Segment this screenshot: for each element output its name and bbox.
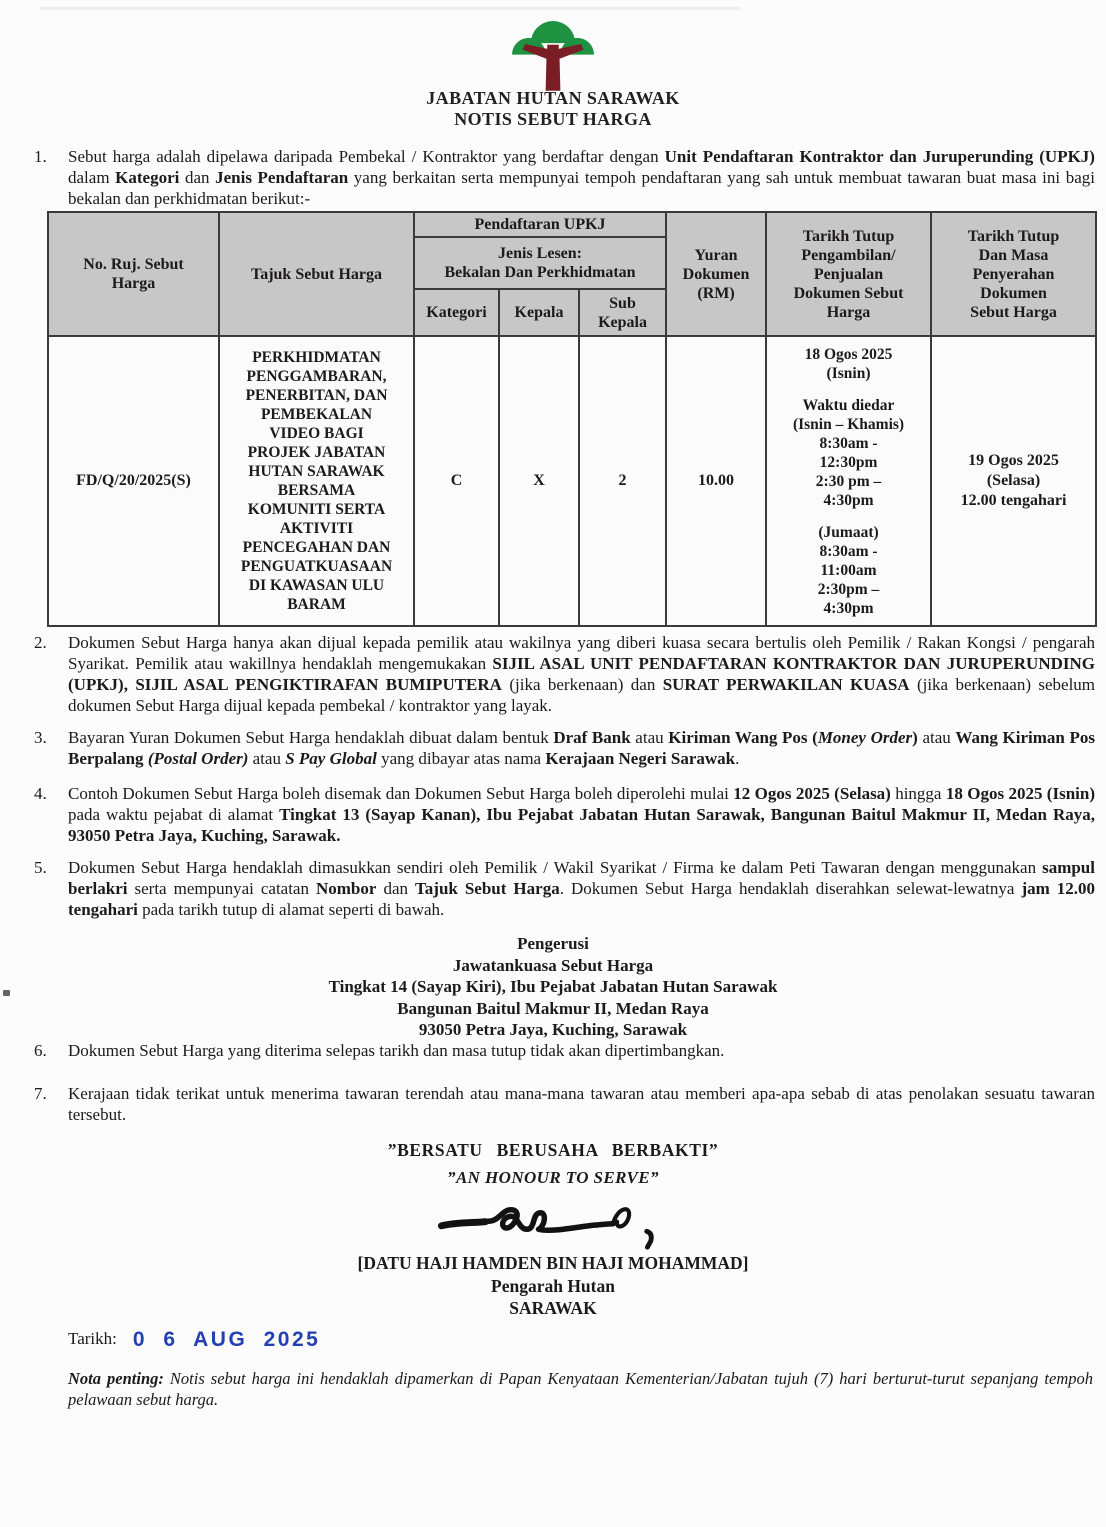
- signature-container: [0, 1190, 1106, 1257]
- document-header: [0, 88, 1106, 130]
- paragraph-number: 6.: [34, 1041, 47, 1060]
- date-row: [68, 1328, 320, 1352]
- header-tajuk: Tajuk Sebut Harga: [219, 212, 414, 336]
- cell-no-ruj: FD/Q/20/2025(S): [48, 336, 219, 626]
- important-note: [68, 1368, 1093, 1410]
- cell-kategori: C: [414, 336, 499, 626]
- quotation-table: [47, 211, 1097, 627]
- cell-tarikh-pengambilan: 18 Ogos 2025 (Isnin) Waktu diedar (Isnin – Khamis) 8:30am - 12:30pm 2:30 pm – 4:30pm (Jumaat) 8:30am - 11:00am 2:30pm – 4:30pm: [766, 336, 931, 626]
- cell-sub-kepala: 2: [579, 336, 666, 626]
- header-no-ruj: No. Ruj. Sebut Harga: [48, 212, 219, 336]
- signatory-region: SARAWAK: [509, 1298, 597, 1318]
- paragraph-number: 5.: [34, 858, 47, 877]
- date-stamp: 0 6 AUG 2025: [132, 1328, 321, 1351]
- paragraph-text: Dokumen Sebut Harga hendaklah dimasukkan sendiri oleh Pemilik / Wakil Syarikat / Firma ke dalam Peti Tawaran dengan menggunakan sampul berlakri serta mempunyai catatan Nombor dan Tajuk Sebut Harga. Dokumen Sebut Harga hendaklah diserahkan selewat-lewatnya jam 12.00 tengahari pada tarikh tutup di alamat seperti di bawah.: [68, 858, 1096, 919]
- paragraph-2: [34, 632, 1095, 716]
- paragraph-text: Bayaran Yuran Dokumen Sebut Harga hendaklah dibuat dalam bentuk Draf Bank atau Kiriman Wang Pos (Money Order) atau Wang Kiriman Pos Berpalang (Postal Order) atau S Pay Global yang dibayar atas nama Kerajaan Negeri Sarawak.: [68, 728, 1095, 768]
- paragraph-7: [34, 1083, 1095, 1125]
- paragraph-number: 4.: [34, 784, 47, 803]
- cell-yuran: 10.00: [666, 336, 766, 626]
- paragraph-number: 3.: [34, 728, 47, 747]
- date-label: Tarikh:: [68, 1329, 117, 1348]
- cell-tarikh-penyerahan: 19 Ogos 2025 (Selasa) 12.00 tengahari: [931, 336, 1096, 626]
- forest-department-tree-icon: [492, 12, 614, 94]
- header-yuran: Yuran Dokumen (RM): [666, 212, 766, 336]
- page-title: NOTIS SEBUT HARGA: [454, 109, 652, 129]
- paragraph-3: [34, 727, 1095, 769]
- signature-scribble: [403, 1190, 703, 1252]
- signatory-title: Pengarah Hutan: [491, 1275, 615, 1296]
- paragraph-6: [34, 1040, 1095, 1061]
- cell-tajuk: PERKHIDMATAN PENGGAMBARAN, PENERBITAN, DAN PEMBEKALAN VIDEO BAGI PROJEK JABATAN HUTAN SARAWAK BERSAMA KOMUNITI SERTA AKTIVITI PENCEGAHAN DAN PENGUATKUASAAN DI KAWASAN ULU BARAM: [219, 336, 414, 626]
- submission-address-block: Pengerusi Jawatankuasa Sebut Harga Tingkat 14 (Sayap Kiri), Ibu Pejabat Jabatan Hutan Sarawak Bangunan Baitul Makmur II, Medan Raya 93050 Petra Jaya, Kuching, Sarawak: [328, 934, 778, 1039]
- logo-container: [0, 12, 1106, 99]
- paragraph-1: [34, 146, 1095, 209]
- header-sub-kepala: Sub Kepala: [579, 289, 666, 336]
- paragraph-number: 7.: [34, 1084, 47, 1103]
- header-tarikh-pengambilan: Tarikh Tutup Pengambilan/ Penjualan Dokumen Sebut Harga: [766, 212, 931, 336]
- paragraph-number: 2.: [34, 633, 47, 652]
- note-label: Nota penting:: [68, 1369, 164, 1388]
- motto-english: ”AN HONOUR TO SERVE”: [447, 1168, 659, 1187]
- org-title: JABATAN HUTAN SARAWAK: [426, 88, 680, 108]
- paragraph-text: Kerajaan tidak terikat untuk menerima tawaran terendah atau mana-mana tawaran atau memberi apa-apa sebab di atas penolakan sesuatu tawaran tersebut.: [68, 1084, 1095, 1124]
- header-tarikh-penyerahan: Tarikh Tutup Dan Masa Penyerahan Dokumen Sebut Harga: [931, 212, 1096, 336]
- paragraph-5: [34, 857, 1095, 920]
- paragraph-text: Dokumen Sebut Harga hanya akan dijual kepada pemilik atau wakilnya yang diberi kuasa secara bertulis oleh Pemilik / Rakan Kongsi / pengarah Syarikat. Pemilik atau wakillnya hendaklah mengemukakan SIJIL ASAL UNIT PENDAFTARAN KONTRAKTOR DAN JURUPERUNDING (UPKJ), SIJIL ASAL PENGIKTIRAFAN BUMIPUTERA (jika berkenaan) dan SURAT PERWAKILAN KUASA (jika berkenaan) sebelum dokumen Sebut Harga dijual kepada pembekal / kontraktor yang layak.: [68, 633, 1096, 715]
- paragraph-text: Dokumen Sebut Harga yang diterima selepas tarikh dan masa tutup tidak akan dipertimbangkan.: [68, 1041, 725, 1060]
- header-pendaftaran-upkj: Pendaftaran UPKJ: [414, 212, 666, 237]
- signatory-name: [DATU HAJI HAMDEN BIN HAJI MOHAMMAD]: [357, 1253, 749, 1273]
- paragraph-text: Sebut harga adalah dipelawa daripada Pembekal / Kontraktor yang berdaftar dengan Unit Pendaftaran Kontraktor dan Juruperunding (UPKJ) dalam Kategori dan Jenis Pendaftaran yang berkaitan serta mempunyai tempoh pendaftaran yang sah untuk membuat tawaran buat masa ini bagi bekalan dan perkhidmatan berikut:-: [68, 147, 1095, 208]
- paragraph-number: 1.: [34, 147, 47, 166]
- paragraph-text: Contoh Dokumen Sebut Harga boleh disemak dan Dokumen Sebut Harga boleh diperolehi mulai 12 Ogos 2025 (Selasa) hingga 18 Ogos 2025 (Isnin) pada waktu pejabat di alamat Tingkat 13 (Sayap Kanan), Ibu Pejabat Jabatan Hutan Sarawak, Bangunan Baitul Makmur II, Medan Raya, 93050 Petra Jaya, Kuching, Sarawak.: [68, 784, 1096, 845]
- signatory-block: [0, 1252, 1106, 1320]
- paragraph-4: [34, 783, 1095, 846]
- header-kepala: Kepala: [499, 289, 579, 336]
- note-text: Notis sebut harga ini hendaklah dipamerkan di Papan Kenyataan Kementerian/Jabatan tujuh (7) hari berturut-turut sepanjang tempoh pelawaan sebut harga.: [68, 1369, 1093, 1409]
- header-kategori: Kategori: [414, 289, 499, 336]
- cell-kepala: X: [499, 336, 579, 626]
- header-jenis-lesen: Jenis Lesen: Bekalan Dan Perkhidmatan: [414, 237, 666, 289]
- scan-artifact-line: [40, 7, 740, 10]
- motto-malay: ”BERSATU BERUSAHA BERBAKTI”: [387, 1140, 719, 1160]
